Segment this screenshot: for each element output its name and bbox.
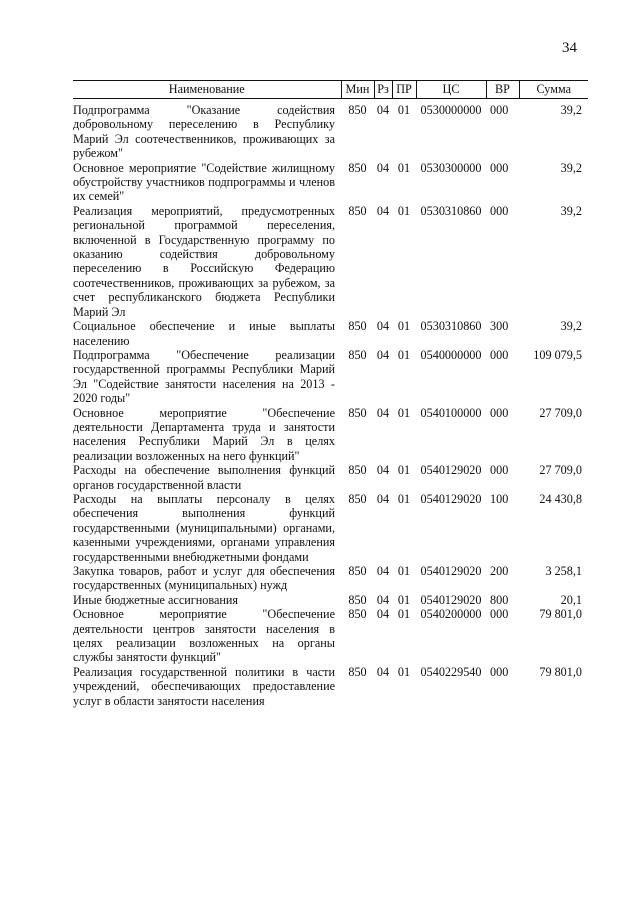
table-row [73, 204, 588, 319]
cell-pr: 01 [397, 607, 411, 622]
cell-name: Реализация государственной политики в части учреждений, обеспечивающих предоставление услуг в области занятости населения [73, 664, 335, 708]
cell-pr: 01 [397, 491, 411, 506]
table-row [73, 463, 588, 492]
cell-name: Основное мероприятие "Содействие жилищному обустройству участников подпрограммы и членов их семей" [73, 160, 335, 204]
cell-sum: 39,2 [560, 103, 582, 117]
cell-pr: 01 [397, 592, 411, 607]
cell-sum: 20,1 [560, 592, 582, 607]
cell-min: 850 [348, 405, 367, 420]
header-name: Наименование [73, 81, 341, 99]
cell-vr: 200 [490, 564, 509, 578]
cell-rz: 04 [376, 203, 390, 218]
table-row [73, 161, 588, 204]
cell-rz: 04 [376, 491, 390, 506]
cell-pr: 01 [397, 405, 411, 420]
cell-pr: 01 [397, 103, 411, 117]
cell-vr: 000 [490, 607, 509, 622]
cell-rz: 04 [376, 607, 390, 622]
cell-rz: 04 [376, 160, 390, 175]
header-vr: ВР [486, 81, 519, 99]
cell-rz: 04 [376, 664, 390, 679]
cell-pr: 01 [397, 160, 411, 175]
cell-name: Социальное обеспечение и иные выплаты населению [73, 319, 335, 348]
cell-sum: 3 258,1 [545, 564, 582, 578]
cell-sum: 39,2 [560, 160, 582, 175]
header-min: Мин [341, 81, 374, 99]
cell-vr: 000 [490, 103, 509, 117]
cell-cs: 0530300000 [420, 160, 482, 175]
cell-cs: 0530310860 [420, 203, 482, 218]
cell-rz: 04 [376, 319, 390, 334]
cell-vr: 000 [490, 160, 509, 175]
table-header-row [73, 81, 588, 99]
budget-table [73, 80, 588, 708]
table-row [73, 406, 588, 464]
table-row [73, 665, 588, 708]
cell-sum: 27 709,0 [539, 405, 582, 420]
cell-name: Подпрограмма "Оказание содействия добровольному переселению в Республику Марий Эл соотечественников, проживающих за рубежом" [73, 103, 335, 161]
cell-pr: 01 [397, 319, 411, 334]
cell-vr: 000 [490, 347, 509, 362]
cell-cs: 0540129020 [420, 491, 482, 506]
table-row [73, 99, 588, 161]
cell-cs: 0540229540 [420, 664, 482, 679]
cell-name: Расходы на обеспечение выполнения функций органов государственной власти [73, 463, 335, 492]
cell-sum: 27 709,0 [539, 463, 582, 478]
cell-vr: 100 [490, 491, 509, 506]
cell-rz: 04 [376, 592, 390, 607]
cell-min: 850 [348, 592, 367, 607]
cell-name: Основное мероприятие "Обеспечение деятельности Департамента труда и занятости населения Республики Марий Эл в целях реализации возложенных на него функций" [73, 405, 335, 463]
table-row [73, 319, 588, 348]
cell-pr: 01 [397, 347, 411, 362]
cell-pr: 01 [397, 463, 411, 478]
cell-rz: 04 [376, 405, 390, 420]
cell-vr: 800 [490, 592, 509, 607]
cell-sum: 39,2 [560, 203, 582, 218]
cell-sum: 24 430,8 [539, 491, 582, 506]
cell-min: 850 [348, 203, 367, 218]
cell-rz: 04 [376, 463, 390, 478]
table-row [73, 564, 588, 593]
cell-sum: 79 801,0 [539, 664, 582, 679]
cell-sum: 109 079,5 [533, 347, 582, 362]
cell-min: 850 [348, 664, 367, 679]
cell-min: 850 [348, 160, 367, 175]
cell-cs: 0530000000 [420, 103, 482, 117]
cell-rz: 04 [376, 347, 390, 362]
cell-name: Реализация мероприятий, предусмотренных региональной программой переселения, включенной в Государственную программу по оказанию содействия добровольному переселению в Российскую Федерацию соотечественников, проживающих за рубежом, за счет республиканского бюджета Республики Марий Эл [73, 203, 335, 319]
cell-cs: 0530310860 [420, 319, 482, 334]
cell-pr: 01 [397, 664, 411, 679]
cell-rz: 04 [376, 103, 390, 117]
table-row [73, 607, 588, 665]
cell-min: 850 [348, 564, 367, 578]
cell-min: 850 [348, 347, 367, 362]
cell-min: 850 [348, 319, 367, 334]
cell-sum: 39,2 [560, 319, 582, 334]
cell-name: Расходы на выплаты персоналу в целях обеспечения выполнения функций государственными (муниципальными) органами, казенными учреждениями, органами управления государственными внебюджетными фондами [73, 491, 335, 564]
cell-cs: 0540000000 [420, 347, 482, 362]
cell-min: 850 [348, 103, 367, 117]
cell-rz: 04 [376, 564, 390, 578]
cell-cs: 0540129020 [420, 564, 482, 578]
cell-pr: 01 [397, 564, 411, 578]
cell-cs: 0540129020 [420, 463, 482, 478]
cell-vr: 300 [490, 319, 509, 334]
cell-cs: 0540129020 [420, 592, 482, 607]
header-rz: Рз [374, 81, 392, 99]
cell-pr: 01 [397, 203, 411, 218]
header-cs: ЦС [416, 81, 486, 99]
header-pr: ПР [392, 81, 416, 99]
cell-name: Иные бюджетные ассигнования [73, 592, 239, 607]
cell-name: Закупка товаров, работ и услуг для обеспечения государственных (муниципальных) нужд [73, 564, 335, 593]
cell-cs: 0540100000 [420, 405, 482, 420]
cell-vr: 000 [490, 463, 509, 478]
table-row [73, 492, 588, 564]
cell-min: 850 [348, 607, 367, 622]
cell-vr: 000 [490, 664, 509, 679]
cell-vr: 000 [490, 203, 509, 218]
page-number: 34 [562, 40, 577, 56]
cell-name: Основное мероприятие "Обеспечение деятельности центров занятости населения в целях реализации возложенных на органы службы занятости функций" [73, 607, 335, 665]
cell-min: 850 [348, 463, 367, 478]
table-row [73, 348, 588, 406]
cell-name: Подпрограмма "Обеспечение реализации государственной программы Республики Марий Эл "Содействие занятости населения на 2013 - 2020 годы" [73, 347, 335, 406]
cell-sum: 79 801,0 [539, 607, 582, 622]
cell-cs: 0540200000 [420, 607, 482, 622]
cell-vr: 000 [490, 405, 509, 420]
table-row [73, 593, 588, 607]
header-sum: Сумма [519, 81, 588, 99]
cell-min: 850 [348, 491, 367, 506]
